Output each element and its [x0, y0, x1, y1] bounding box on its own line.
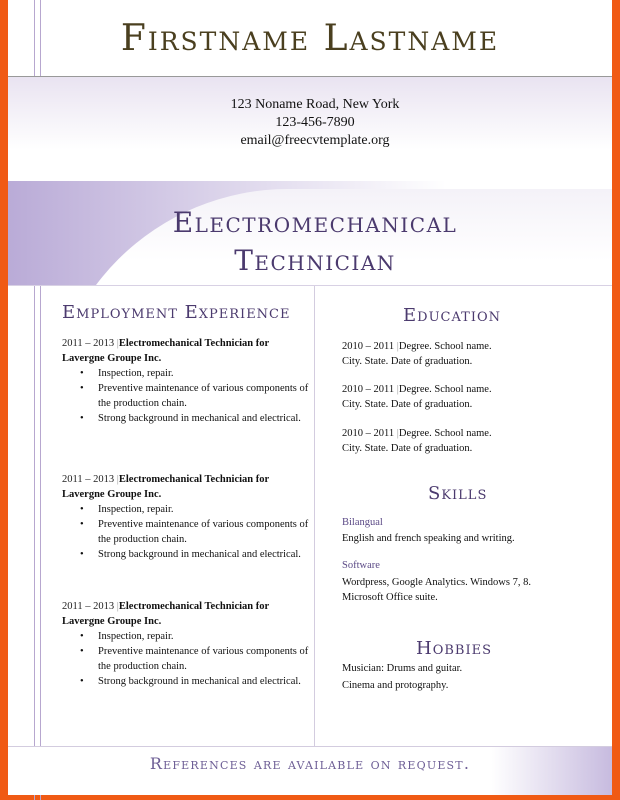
edu-separator: | [396, 384, 399, 395]
contact-email: email@freecvtemplate.org [240, 133, 390, 148]
edu-period: 2010 – 2011 [342, 428, 395, 439]
edu-degree: Degree. School name. [398, 384, 492, 395]
edu-location: City. State. Date of graduation. [342, 399, 473, 410]
job-bullet: • Preventive maintenance of various components of the production chain. [98, 517, 310, 547]
education-heading: Education [403, 305, 501, 326]
job-role: Electromechanical Technician for Lavergne Groupe Inc. [62, 338, 269, 364]
job-entry [62, 336, 310, 426]
job-title-line1: Electromechanical [172, 206, 458, 239]
edu-separator: | [396, 341, 399, 352]
edu-period: 2010 – 2011 [342, 341, 395, 352]
skills-heading: Skills [428, 483, 488, 504]
job-period: 2011 – 2013 [62, 474, 115, 485]
job-title-line2: Technician [234, 244, 396, 277]
job-bullet: • Inspection, repair. [98, 502, 310, 517]
skill-category-software: Software [342, 560, 380, 571]
job-bullet: • Strong background in mechanical and electrical. [98, 411, 310, 426]
job-bullets [62, 366, 310, 426]
education-entry [342, 382, 562, 412]
hobby-line: Musician: Drums and guitar. [342, 663, 463, 674]
job-role: Electromechanical Technician for Lavergne Groupe Inc. [62, 474, 269, 500]
job-bullets [62, 629, 310, 689]
section-divider [8, 285, 612, 286]
hobby-line: Cinema and protography. [342, 680, 449, 691]
job-bullet: • Strong background in mechanical and electrical. [98, 674, 310, 689]
job-bullet: • Inspection, repair. [98, 366, 310, 381]
references-note: References are available on request. [149, 754, 471, 773]
job-bullet: • Preventive maintenance of various components of the production chain. [98, 381, 310, 411]
employment-heading: Employment Experience [62, 302, 291, 323]
contact-block [160, 96, 470, 150]
job-bullet: • Strong background in mechanical and electrical. [98, 547, 310, 562]
job-entry [62, 599, 310, 689]
edu-location: City. State. Date of graduation. [342, 443, 473, 454]
skill-category-bilingual: Bilangual [342, 517, 383, 528]
job-bullet: • Inspection, repair. [98, 629, 310, 644]
education-entry [342, 339, 562, 369]
education-entry [342, 426, 562, 456]
edu-period: 2010 – 2011 [342, 384, 395, 395]
skill-software-text: Wordpress, Google Analytics. Windows 7, 8. Microsoft Office suite. [342, 577, 531, 603]
contact-address: 123 Noname Road, New York [230, 97, 400, 112]
job-entry [62, 472, 310, 562]
contact-phone: 123-456-7890 [275, 115, 355, 130]
edu-separator: | [396, 428, 399, 439]
job-title [150, 204, 480, 280]
job-separator: | [116, 338, 119, 349]
job-bullet: • Preventive maintenance of various components of the production chain. [98, 644, 310, 674]
hobbies-heading: Hobbies [416, 638, 492, 659]
edu-degree: Degree. School name. [398, 341, 492, 352]
job-period: 2011 – 2013 [62, 601, 115, 612]
job-role: Electromechanical Technician for Lavergne Groupe Inc. [62, 601, 269, 627]
job-period: 2011 – 2013 [62, 338, 115, 349]
job-separator: | [116, 474, 119, 485]
skill-bilingual-text: English and french speaking and writing. [342, 533, 515, 544]
column-divider [314, 286, 315, 746]
candidate-name: Firstname Lastname [120, 18, 500, 59]
job-separator: | [116, 601, 119, 612]
edu-location: City. State. Date of graduation. [342, 356, 473, 367]
edu-degree: Degree. School name. [398, 428, 492, 439]
job-bullets [62, 502, 310, 562]
